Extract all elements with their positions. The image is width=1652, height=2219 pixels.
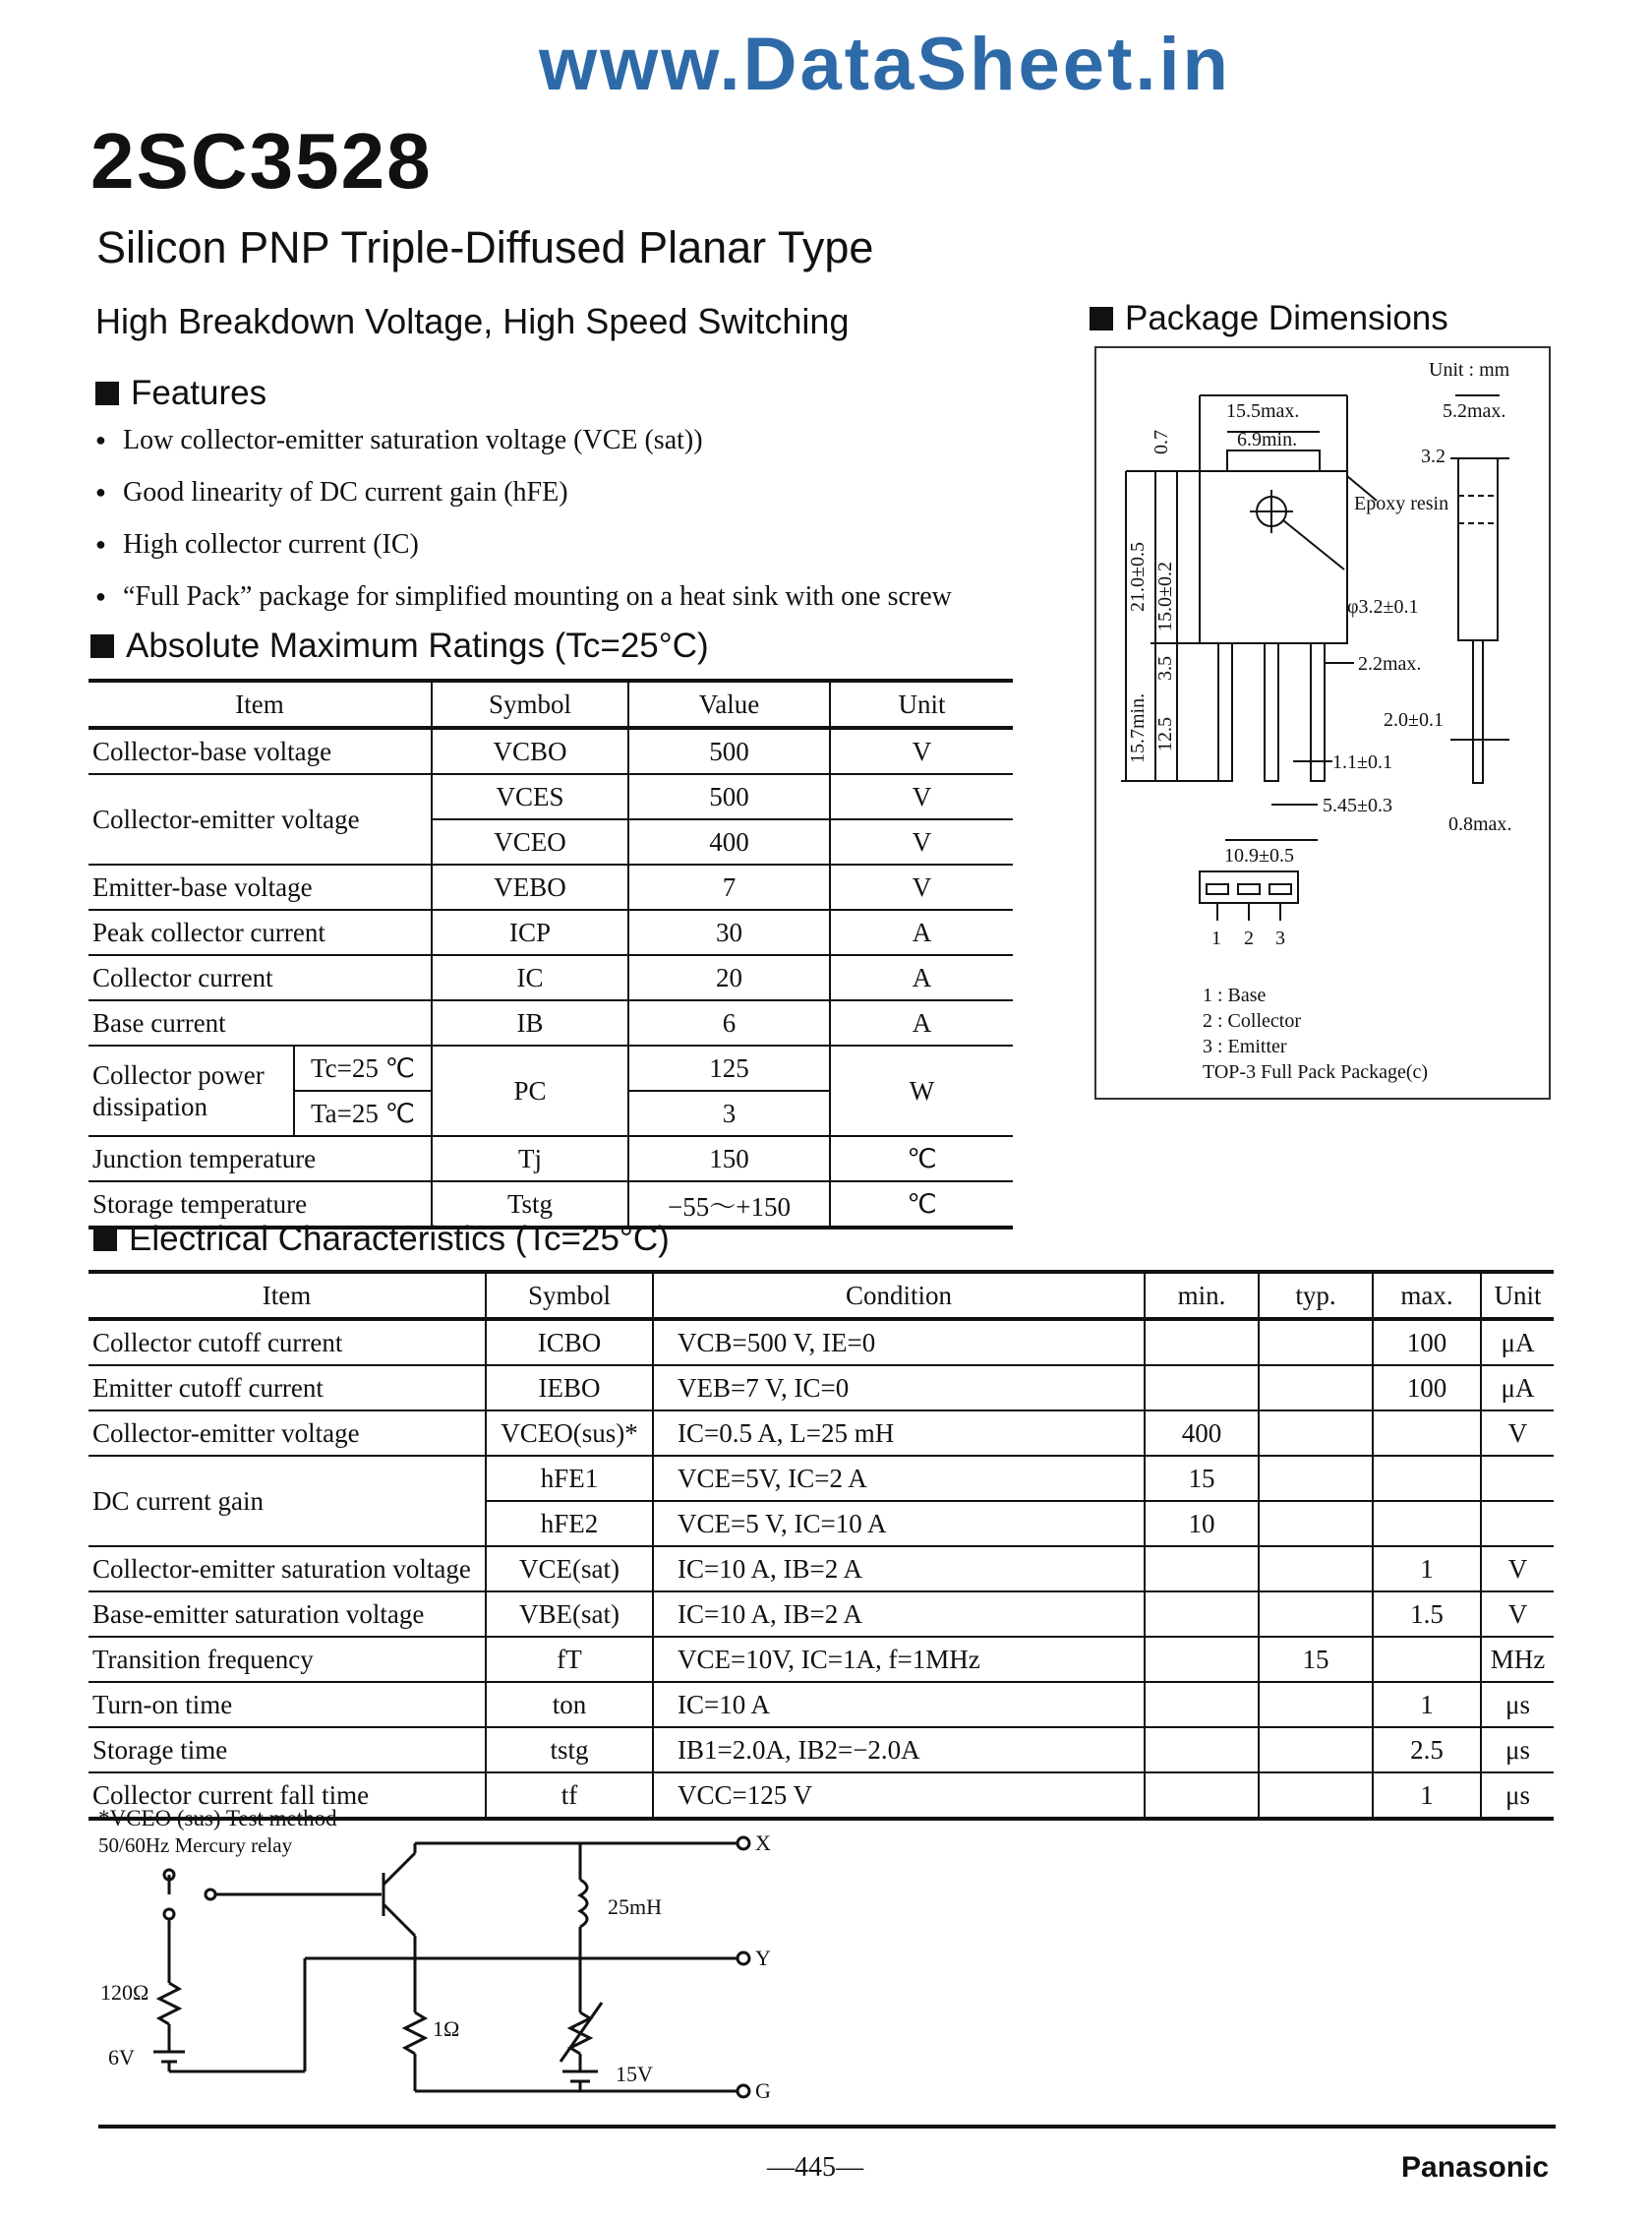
ec-typ xyxy=(1259,1410,1373,1456)
ratings-value: 125 xyxy=(628,1046,830,1091)
bullet-square-icon xyxy=(95,382,119,405)
electrical-title: Electrical Characteristics (Tc=25°C) xyxy=(129,1220,670,1258)
ratings-item: Peak collector current xyxy=(88,910,432,955)
ec-condition: VCE=5 V, IC=10 A xyxy=(653,1501,1145,1546)
ratings-item: Emitter-base voltage xyxy=(88,865,432,910)
side-view-outline xyxy=(1458,458,1498,640)
ec-typ xyxy=(1259,1456,1373,1501)
ratings-value: 150 xyxy=(628,1136,830,1181)
resistor-120ohm-icon xyxy=(159,1983,179,2024)
page-number: —445— xyxy=(767,2152,863,2183)
ec-unit: μs xyxy=(1481,1682,1554,1727)
ec-condition: IC=0.5 A, L=25 mH xyxy=(653,1410,1145,1456)
test-circuit xyxy=(98,1806,846,2121)
brand-logo: Panasonic xyxy=(1401,2151,1550,2184)
ratings-condition: Ta=25 ℃ xyxy=(294,1091,432,1136)
ec-typ xyxy=(1259,1727,1373,1772)
ratings-symbol: ICP xyxy=(432,910,628,955)
ec-min xyxy=(1145,1682,1259,1727)
terminal-g: G xyxy=(755,2078,771,2103)
electrical-header: Condition xyxy=(653,1272,1145,1319)
dim-label: 0.7 xyxy=(1150,430,1172,454)
ec-max: 2.5 xyxy=(1373,1727,1481,1772)
table-row xyxy=(88,1727,1554,1772)
ratings-header: Unit xyxy=(830,681,1013,728)
resistor-1ohm-icon xyxy=(405,2012,425,2054)
site-watermark: www.DataSheet.in xyxy=(539,23,1231,106)
ec-min: 400 xyxy=(1145,1410,1259,1456)
ratings-heading xyxy=(90,627,709,666)
ratings-symbol: IB xyxy=(432,1000,628,1046)
table-row xyxy=(88,728,1013,774)
ratings-value: 400 xyxy=(628,819,830,865)
table-row xyxy=(88,1682,1554,1727)
ratings-value: 30 xyxy=(628,910,830,955)
ratings-unit: A xyxy=(830,910,1013,955)
ratings-value: 6 xyxy=(628,1000,830,1046)
bullet-square-icon xyxy=(90,634,114,658)
dim-label: φ3.2±0.1 xyxy=(1347,596,1419,618)
ratings-item: Collector current xyxy=(88,955,432,1000)
package-heading xyxy=(1090,299,1448,338)
ec-min xyxy=(1145,1772,1259,1819)
tagline: High Breakdown Voltage, High Speed Switching xyxy=(95,301,850,341)
ec-item: Turn-on time xyxy=(88,1682,486,1727)
ec-item: Collector-emitter saturation voltage xyxy=(88,1546,486,1591)
electrical-table xyxy=(88,1270,1554,1821)
ratings-symbol: IC xyxy=(432,955,628,1000)
ec-typ xyxy=(1259,1365,1373,1410)
dim-label: 5.2max. xyxy=(1443,400,1506,422)
epoxy-label: Epoxy resin xyxy=(1354,493,1449,514)
ratings-item: Collector power dissipation xyxy=(88,1046,294,1136)
circuit-label-120ohm: 120Ω xyxy=(100,1980,149,2005)
lead-2 xyxy=(1265,643,1278,781)
ec-unit: μs xyxy=(1481,1727,1554,1772)
ec-symbol: fT xyxy=(486,1637,653,1682)
dim-label: 15.7min. xyxy=(1127,692,1149,763)
ec-symbol: VCEO(sus)* xyxy=(486,1410,653,1456)
dim-label: 10.9±0.5 xyxy=(1224,845,1294,867)
part-number: 2SC3528 xyxy=(90,117,433,205)
circuit-label-25mh: 25mH xyxy=(608,1894,662,1919)
ec-unit: μA xyxy=(1481,1319,1554,1365)
dim-label: 21.0±0.5 xyxy=(1127,542,1149,612)
ratings-value: 500 xyxy=(628,728,830,774)
ec-typ: 15 xyxy=(1259,1637,1373,1682)
pin-number: 2 xyxy=(1244,928,1254,949)
dim-label: 2.0±0.1 xyxy=(1384,709,1444,731)
table-row xyxy=(88,1046,1013,1091)
ratings-item: Base current xyxy=(88,1000,432,1046)
table-row xyxy=(88,1546,1554,1591)
package-drawing-box xyxy=(1094,346,1551,1100)
ec-max: 1 xyxy=(1373,1772,1481,1819)
ratings-item: Collector-emitter voltage xyxy=(88,774,432,865)
electrical-header: min. xyxy=(1145,1272,1259,1319)
ec-condition: VEB=7 V, IC=0 xyxy=(653,1365,1145,1410)
table-row xyxy=(88,1591,1554,1637)
ec-max: 1.5 xyxy=(1373,1591,1481,1637)
dim-label: 15.5max. xyxy=(1226,400,1300,422)
ec-min: 15 xyxy=(1145,1456,1259,1501)
feature-item: ● “Full Pack” package for simplified mounting on a heat sink with one screw xyxy=(95,576,1015,617)
ratings-unit: V xyxy=(830,819,1013,865)
electrical-header: max. xyxy=(1373,1272,1481,1319)
circuit-label-1ohm: 1Ω xyxy=(433,2016,460,2041)
pin-label: 3 : Emitter xyxy=(1203,1036,1287,1057)
circuit-relay-label: 50/60Hz Mercury relay xyxy=(98,1833,293,1857)
ratings-value: 7 xyxy=(628,865,830,910)
ratings-symbol: Tj xyxy=(432,1136,628,1181)
table-row xyxy=(88,1410,1554,1456)
ec-condition: IC=10 A, IB=2 A xyxy=(653,1546,1145,1591)
ec-typ xyxy=(1259,1682,1373,1727)
ec-max xyxy=(1373,1456,1481,1501)
ec-item: Base-emitter saturation voltage xyxy=(88,1591,486,1637)
ratings-unit: ℃ xyxy=(830,1181,1013,1228)
ec-condition: VCE=10V, IC=1A, f=1MHz xyxy=(653,1637,1145,1682)
ec-unit: V xyxy=(1481,1591,1554,1637)
table-row xyxy=(88,910,1013,955)
ec-max: 100 xyxy=(1373,1365,1481,1410)
ec-max: 1 xyxy=(1373,1682,1481,1727)
ratings-header: Item xyxy=(88,681,432,728)
ratings-value: −55～+150 xyxy=(628,1181,830,1228)
ec-unit xyxy=(1481,1456,1554,1501)
ratings-item: Collector-base voltage xyxy=(88,728,432,774)
ec-min xyxy=(1145,1591,1259,1637)
ratings-header: Value xyxy=(628,681,830,728)
ec-unit: μs xyxy=(1481,1772,1554,1819)
feature-item: ● High collector current (IC) xyxy=(95,524,1015,565)
subtitle: Silicon PNP Triple-Diffused Planar Type xyxy=(96,222,874,272)
table-row xyxy=(88,1456,1554,1501)
table-row xyxy=(88,1637,1554,1682)
dim-label: 1.1±0.1 xyxy=(1332,751,1392,773)
ratings-symbol: PC xyxy=(432,1046,628,1136)
package-tab-outline xyxy=(1227,450,1320,471)
ratings-symbol: VEBO xyxy=(432,865,628,910)
ec-symbol: ICBO xyxy=(486,1319,653,1365)
ec-min xyxy=(1145,1319,1259,1365)
table-row xyxy=(88,865,1013,910)
package-drawing xyxy=(1096,348,1549,1098)
dim-label: 3.2 xyxy=(1421,446,1446,467)
terminal-y: Y xyxy=(755,1946,771,1970)
ec-min: 10 xyxy=(1145,1501,1259,1546)
ec-max: 1 xyxy=(1373,1546,1481,1591)
package-unit: Unit : mm xyxy=(1429,359,1510,381)
ec-symbol: ton xyxy=(486,1682,653,1727)
ec-unit: V xyxy=(1481,1546,1554,1591)
package-title: Package Dimensions xyxy=(1125,299,1448,337)
ratings-value: 20 xyxy=(628,955,830,1000)
dim-label: 15.0±0.2 xyxy=(1154,562,1176,631)
ratings-unit: W xyxy=(830,1046,1013,1136)
ec-max xyxy=(1373,1637,1481,1682)
ec-unit: μA xyxy=(1481,1365,1554,1410)
ec-typ xyxy=(1259,1319,1373,1365)
ratings-unit: V xyxy=(830,865,1013,910)
ec-typ xyxy=(1259,1591,1373,1637)
ratings-item: Junction temperature xyxy=(88,1136,432,1181)
ec-typ xyxy=(1259,1546,1373,1591)
electrical-header: typ. xyxy=(1259,1272,1373,1319)
feature-item: ● Good linearity of DC current gain (hFE) xyxy=(95,472,1015,512)
electrical-header: Symbol xyxy=(486,1272,653,1319)
electrical-header: Item xyxy=(88,1272,486,1319)
ec-item: Collector current fall time xyxy=(88,1772,486,1819)
features-title: Features xyxy=(131,374,267,412)
ec-condition: VCB=500 V, IE=0 xyxy=(653,1319,1145,1365)
dim-label: 12.5 xyxy=(1154,717,1176,751)
table-row xyxy=(88,1365,1554,1410)
terminal-x: X xyxy=(755,1830,771,1855)
dim-label: 6.9min. xyxy=(1237,429,1298,450)
ec-condition: IB1=2.0A, IB2=−2.0A xyxy=(653,1727,1145,1772)
table-row xyxy=(88,1136,1013,1181)
ec-item: Collector-emitter voltage xyxy=(88,1410,486,1456)
circuit-label-6v: 6V xyxy=(108,2045,135,2069)
ec-unit: V xyxy=(1481,1410,1554,1456)
ratings-header: Symbol xyxy=(432,681,628,728)
ec-item: DC current gain xyxy=(88,1456,486,1546)
ratings-unit: V xyxy=(830,774,1013,819)
ec-condition: VCE=5V, IC=2 A xyxy=(653,1456,1145,1501)
bullet-square-icon xyxy=(93,1228,117,1251)
ec-min xyxy=(1145,1727,1259,1772)
ec-min xyxy=(1145,1365,1259,1410)
dim-label: 0.8max. xyxy=(1448,813,1512,835)
ratings-symbol: VCES xyxy=(432,774,628,819)
table-row xyxy=(88,1319,1554,1365)
ec-condition: IC=10 A, IB=2 A xyxy=(653,1591,1145,1637)
ec-typ xyxy=(1259,1501,1373,1546)
ec-min xyxy=(1145,1546,1259,1591)
table-row xyxy=(88,1000,1013,1046)
lead-1 xyxy=(1218,643,1232,781)
ec-symbol: VCE(sat) xyxy=(486,1546,653,1591)
ec-symbol: hFE2 xyxy=(486,1501,653,1546)
pin-label: 1 : Base xyxy=(1203,985,1267,1006)
bullet-square-icon xyxy=(1090,307,1113,330)
ratings-unit: V xyxy=(830,728,1013,774)
ratings-value: 3 xyxy=(628,1091,830,1136)
ratings-symbol: VCBO xyxy=(432,728,628,774)
ec-symbol: tstg xyxy=(486,1727,653,1772)
ec-max xyxy=(1373,1410,1481,1456)
ec-symbol: tf xyxy=(486,1772,653,1819)
ratings-unit: ℃ xyxy=(830,1136,1013,1181)
feature-item: ● Low collector-emitter saturation voltage (VCE (sat)) xyxy=(95,420,1015,460)
electrical-heading xyxy=(93,1220,670,1259)
ec-symbol: IEBO xyxy=(486,1365,653,1410)
ratings-symbol: VCEO xyxy=(432,819,628,865)
ec-condition: VCC=125 V xyxy=(653,1772,1145,1819)
dim-label: 3.5 xyxy=(1154,656,1176,681)
ec-unit xyxy=(1481,1501,1554,1546)
features-list xyxy=(95,420,1015,629)
ec-item: Emitter cutoff current xyxy=(88,1365,486,1410)
ratings-unit: A xyxy=(830,955,1013,1000)
ratings-condition: Tc=25 ℃ xyxy=(294,1046,432,1091)
table-row xyxy=(88,774,1013,819)
pin-number: 3 xyxy=(1275,928,1285,949)
ratings-unit: A xyxy=(830,1000,1013,1046)
dim-label: 5.45±0.3 xyxy=(1323,795,1392,816)
pin-label: 2 : Collector xyxy=(1203,1010,1301,1032)
pin-number: 1 xyxy=(1211,928,1221,949)
ratings-table xyxy=(88,679,1013,1229)
ec-symbol: VBE(sat) xyxy=(486,1591,653,1637)
ec-max xyxy=(1373,1501,1481,1546)
ratings-value: 500 xyxy=(628,774,830,819)
ratings-item: Storage temperature xyxy=(88,1181,432,1228)
ratings-symbol: Tstg xyxy=(432,1181,628,1228)
ec-symbol: hFE1 xyxy=(486,1456,653,1501)
features-heading xyxy=(95,374,266,413)
ec-max: 100 xyxy=(1373,1319,1481,1365)
ec-typ xyxy=(1259,1772,1373,1819)
ec-item: Collector cutoff current xyxy=(88,1319,486,1365)
package-name: TOP-3 Full Pack Package(c) xyxy=(1203,1061,1429,1083)
ec-condition: IC=10 A xyxy=(653,1682,1145,1727)
inductor-icon xyxy=(580,1880,587,1927)
ec-item: Storage time xyxy=(88,1727,486,1772)
circuit-schematic xyxy=(98,1806,846,2121)
ec-unit: MHz xyxy=(1481,1637,1554,1682)
footer-rule xyxy=(98,2125,1556,2129)
ec-min xyxy=(1145,1637,1259,1682)
circuit-title: *VCEO (sus) Test method xyxy=(98,1806,337,1830)
electrical-header: Unit xyxy=(1481,1272,1554,1319)
table-row xyxy=(88,955,1013,1000)
circuit-label-15v: 15V xyxy=(616,2062,653,2086)
ec-item: Transition frequency xyxy=(88,1637,486,1682)
ratings-title: Absolute Maximum Ratings (Tc=25°C) xyxy=(126,627,709,665)
dim-label: 2.2max. xyxy=(1358,653,1422,675)
